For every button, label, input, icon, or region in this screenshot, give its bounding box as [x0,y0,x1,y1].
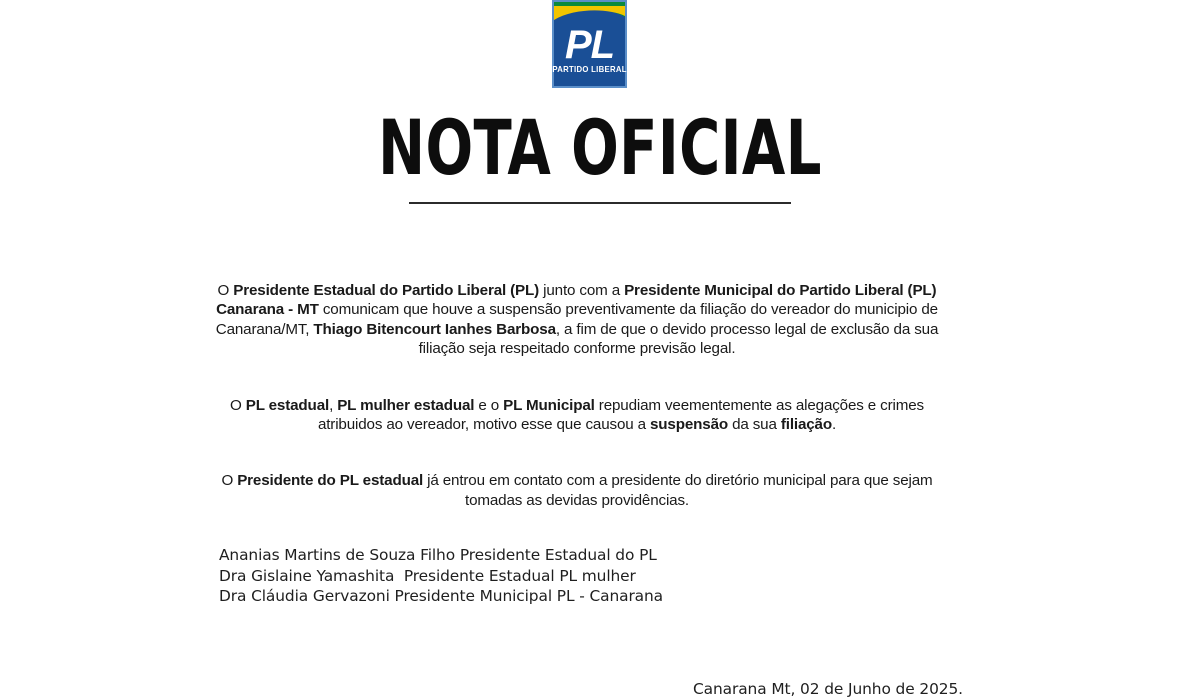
body-text-run: , a fim de que o devido processo legal de exclusão da sua filiação seja respeitado conforme previsão legal. [418,320,939,358]
emphasis-text: Presidente Estadual do Partido Liberal (PL) [233,282,540,299]
emphasis-text: suspensão [650,416,728,434]
emphasis-text: Presidente do PL estadual [237,472,424,490]
signature-line: Dra Cláudia Gervazoni Presidente Municipal PL - Canarana [219,587,663,606]
emphasis-text: Thiago Bitencourt Ianhes Barbosa [313,320,556,338]
emphasis-text: PL estadual [245,396,330,414]
signature-line: Ananias Martins de Souza Filho Presidente Estadual do PL [219,546,657,564]
signature-line: Dra Gislaine Yamashita Presidente Estadual PL mulher [219,566,636,585]
emphasis-text: PL Municipal [503,396,595,414]
body-text-run: O [221,472,238,490]
body-text-run: O [217,282,234,299]
body-text [212,281,942,510]
emphasis-text: filiação [780,416,832,434]
svg-text:PL: PL [564,23,615,67]
title-divider [409,202,791,204]
emphasis-text: PL mulher estadual [337,396,475,414]
page-title: NOTA OFICIAL [378,103,822,192]
body-text-run: junto com a [539,282,625,299]
body-text-run: , [329,396,338,414]
body-text-run: . [831,416,837,434]
emphasis-text: Presidente Municipal do Partido Liberal (PL) Canarana - MT [216,282,937,319]
paragraph-repudiation [212,396,942,435]
body-text-run: da sua [728,416,781,434]
body-text-run: comunicam que houve a suspensão preventivamente da filiação do vereador do municipio de Canarana/MT, [215,301,938,338]
pl-logo [552,0,627,88]
body-text-run: já entrou em contato com a presidente do diretório municipal para que sejam tomadas as devidas providências. [423,472,933,509]
paragraph-suspension [212,281,942,359]
signature-block [219,545,919,607]
svg-text:PARTIDO LIBERAL: PARTIDO LIBERAL [552,64,627,75]
document-date: Canarana Mt, 02 de Junho de 2025. [693,680,963,698]
paragraph-contact [212,471,942,510]
body-text-run: O [230,396,246,414]
title-block [0,103,1200,204]
date-block [0,679,1200,699]
pl-logo-graphic [552,0,627,88]
body-text-run: repudiam veementemente as alegações e crimes atribuidos ao vereador, motivo esse que causou a [317,396,924,434]
body-text-run: e o [474,396,504,414]
